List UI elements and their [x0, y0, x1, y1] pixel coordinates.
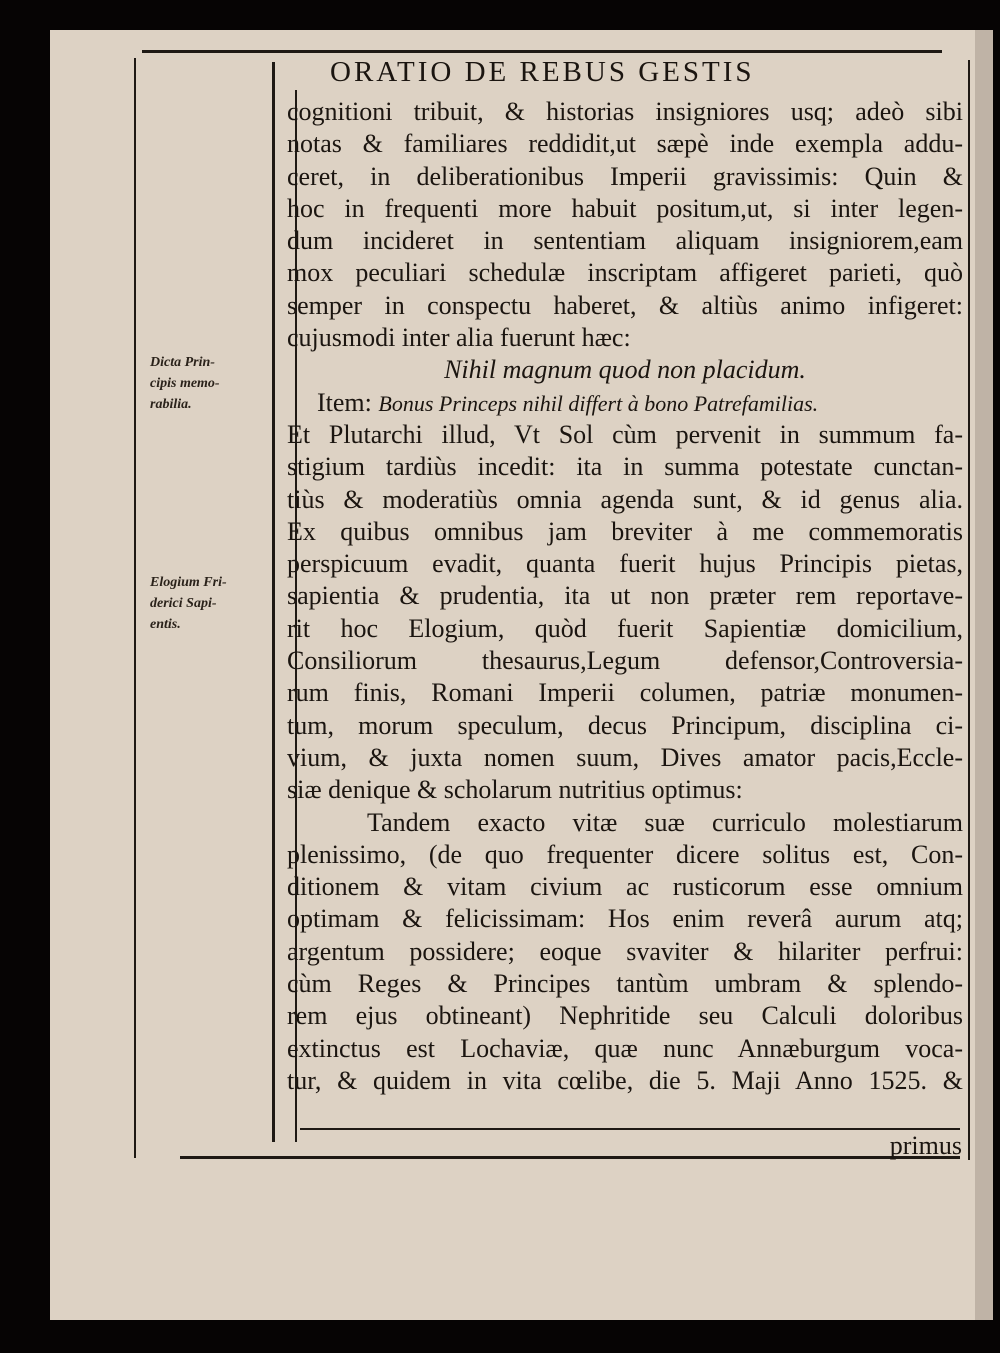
text-line: optimam & felicissimam: Hos enim reverâ aurum atq; — [287, 904, 963, 934]
text-line: plenissimo, (de quo frequenter dicere solitus est, Con- — [287, 839, 963, 869]
text-line: sapientia & prudentia, ita ut non præter rem reportave- — [287, 581, 963, 611]
right-rule — [968, 60, 970, 1160]
text-line: ditionem & vitam civium ac rusticorum esse omnium — [287, 872, 963, 902]
body-text — [287, 96, 963, 1097]
text-line: argentum possidere; eoque svaviter & hilariter perfrui: — [287, 936, 963, 966]
page-edge — [975, 30, 993, 1320]
text-line: mox peculiari schedulæ inscriptam affigeret parieti, quò — [287, 258, 963, 288]
page-header: ORATIO DE REBUS GESTIS — [330, 56, 755, 88]
maxim-line: Nihil magnum quod non placidum. — [444, 355, 806, 385]
text-line: extinctus est Lochaviæ, quæ nunc Annæburgum voca- — [287, 1033, 963, 1063]
text-line: Ex quibus omnibus jam breviter à me commemoratis — [287, 516, 963, 546]
marginal-note-elogium — [150, 572, 270, 635]
text-line: rit hoc Elogium, quòd fuerit Sapientiæ domicilium, — [287, 613, 963, 643]
text-line: Et Plutarchi illud, Vt Sol cùm pervenit in summum fa- — [287, 419, 963, 449]
marginal-note-dicta — [150, 352, 270, 415]
text-line: notas & familiares reddidit,ut sæpè inde exempla addu- — [287, 129, 963, 159]
text-line: tiùs & moderatiùs omnia agenda sunt, & id genus alia. — [287, 484, 963, 514]
text-line: ceret, in deliberationibus Imperii gravissimis: Quin & — [287, 161, 963, 191]
marginal-note-line: cipis memo- — [150, 376, 220, 391]
text-line: siæ denique & scholarum nutritius optimus: — [287, 775, 743, 805]
marginal-note-line: Dicta Prin- — [150, 355, 215, 370]
text-line: hoc in frequenti more habuit positum,ut, si inter legen- — [287, 193, 963, 223]
catchword: primus — [889, 1131, 962, 1160]
item-line — [287, 387, 963, 419]
text-line: dum incideret in sententiam aliquam insigniorem,eam — [287, 226, 963, 256]
text-line: cùm Reges & Principes tantùm umbram & splendo- — [287, 969, 963, 999]
marginal-note-line: rabilia. — [150, 397, 192, 412]
maxim-italic: Bonus Princeps nihil differt à bono Patrefamilias. — [378, 390, 819, 416]
text-line: tum, morum speculum, decus Principum, disciplina ci- — [287, 710, 963, 740]
text-line: perspicuum evadit, quanta fuerit hujus Principis pietas, — [287, 549, 963, 579]
text-line: cujusmodi inter alia fuerunt hæc: — [287, 323, 631, 353]
marginal-note-line: entis. — [150, 617, 181, 632]
text-line: rem ejus obtineant) Nephritide seu Calculi doloribus — [287, 1001, 963, 1031]
item-label: Item: — [317, 387, 372, 417]
text-line: vium, & juxta nomen suum, Dives amator pacis,Eccle- — [287, 742, 963, 772]
text-line: rum finis, Romani Imperii columen, patriæ monumen- — [287, 678, 963, 708]
text-line: stigium tardiùs incedit: ita in summa potestate cunctan- — [287, 452, 963, 482]
marginal-note-line: derici Sapi- — [150, 596, 217, 611]
marginal-note-line: Elogium Fri- — [150, 575, 227, 590]
text-line: semper in conspectu haberet, & altiùs animo infigeret: — [287, 290, 963, 320]
text-line: cognitioni tribuit, & historias insigniores usq; adeò sibi — [287, 97, 963, 126]
text-left-rule — [272, 62, 275, 1142]
text-line: tur, & quidem in vita cœlibe, die 5. Maji Anno 1525. & — [287, 1065, 963, 1095]
left-margin-rule — [134, 58, 136, 1158]
text-line: Tandem exacto vitæ suæ curriculo molestiarum — [367, 807, 963, 837]
text-line: Consiliorum thesaurus,Legum defensor,Controversia- — [287, 646, 963, 676]
